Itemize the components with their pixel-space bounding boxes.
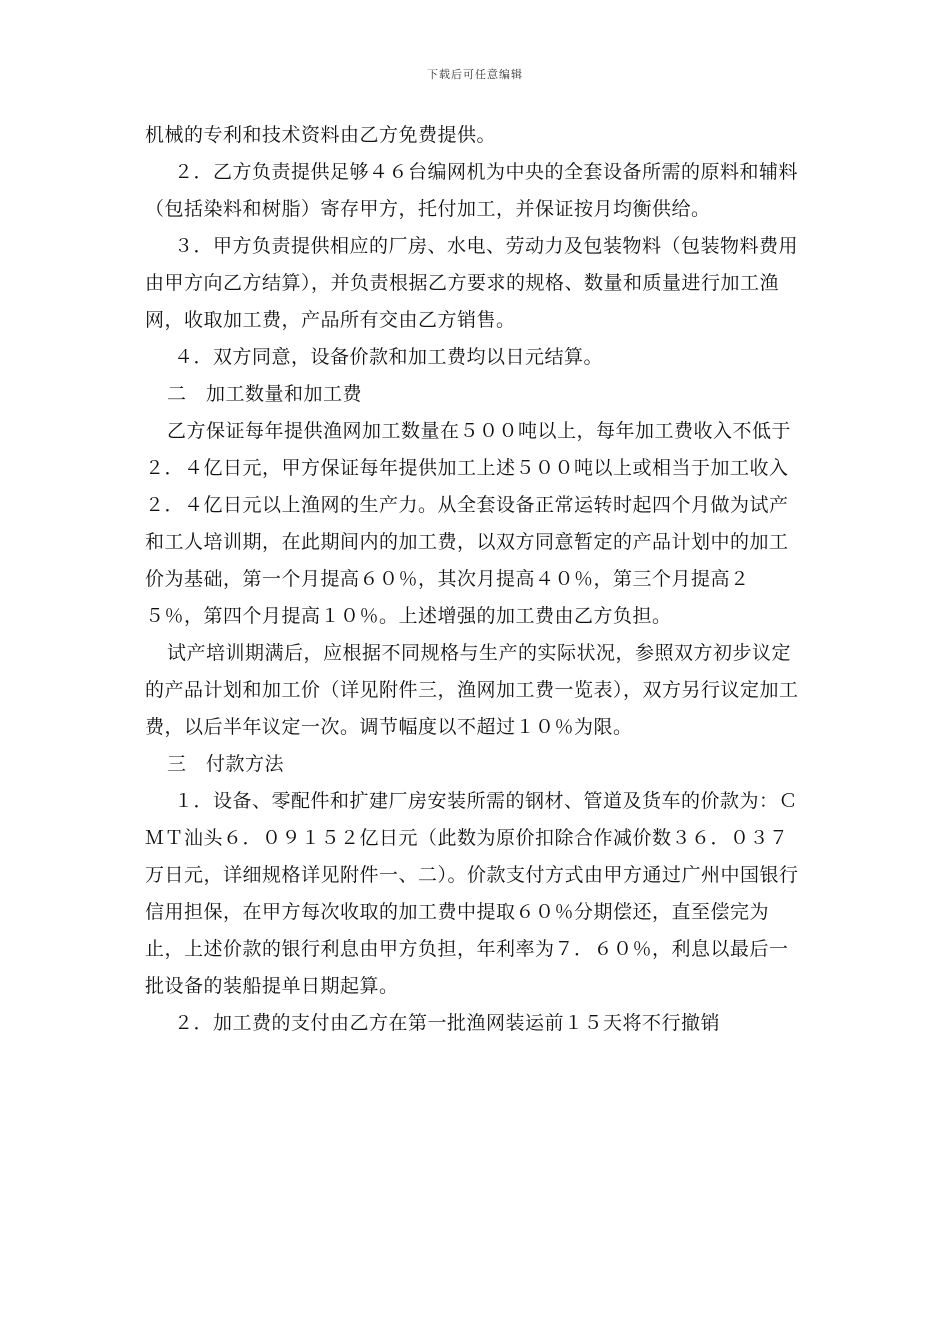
document-body: [145, 117, 805, 1042]
paragraph: 机械的专利和技术资料由乙方免费提供。: [145, 124, 497, 146]
paragraph: ４．双方同意，设备价款和加工费均以日元结算。: [174, 346, 604, 368]
paragraph: ３．甲方负责提供相应的厂房、水电、劳动力及包装物料（包装物料费用由甲方向乙方结算），并负责根据乙方要求的规格、数量和质量进行加工渔网，收取加工费，产品所有交由乙方销售。: [145, 235, 799, 331]
paragraph: 试产培训期满后，应根据不同规格与生产的实际状况，参照双方初步议定的产品计划和加工价（详见附件三，渔网加工费一览表），双方另行议定加工费，以后半年议定一次。调节幅度以不超过１０％为限。: [145, 642, 799, 738]
page-header: 下载后可任意编辑: [427, 68, 523, 81]
paragraph: 乙方保证每年提供渔网加工数量在５００吨以上，每年加工费收入不低于２．４亿日元，甲方保证每年提供加工上述５００吨以上或相当于加工收入２．４亿日元以上渔网的生产力。从全套设备正常运转时起四个月做为试产和工人培训期，在此期间内的加工费，以双方同意暂定的产品计划中的加工价为基础，第一个月提高６０％，其次月提高４０％，第三个月提高２５％，第四个月提高１０％。上述增强的加工费由乙方负担。: [145, 420, 792, 627]
paragraph: ２．乙方负责提供足够４６台编网机为中央的全套设备所需的原料和辅料（包括染料和树脂）寄存甲方，托付加工，并保证按月均衡供给。: [145, 161, 799, 220]
section-heading: 二 加工数量和加工费: [167, 383, 363, 405]
paragraph: １．设备、零配件和扩建厂房安装所需的钢材、管道及货车的价款为：ＣＭＴ汕头６．０９１５２亿日元（此数为原价扣除合作减价数３６．０３７万日元，详细规格详见附件一、二）。价款支付方式由甲方通过广州中国银行信用担保，在甲方每次收取的加工费中提取６０％分期偿还，直至偿完为止，上述价款的银行利息由甲方负担，年利率为７．６０％，利息以最后一批设备的装船提单日期起算。: [145, 790, 799, 997]
section-heading: 三 付款方法: [167, 753, 285, 775]
paragraph: ２．加工费的支付由乙方在第一批渔网装运前１５天将不行撤销: [174, 1012, 721, 1034]
